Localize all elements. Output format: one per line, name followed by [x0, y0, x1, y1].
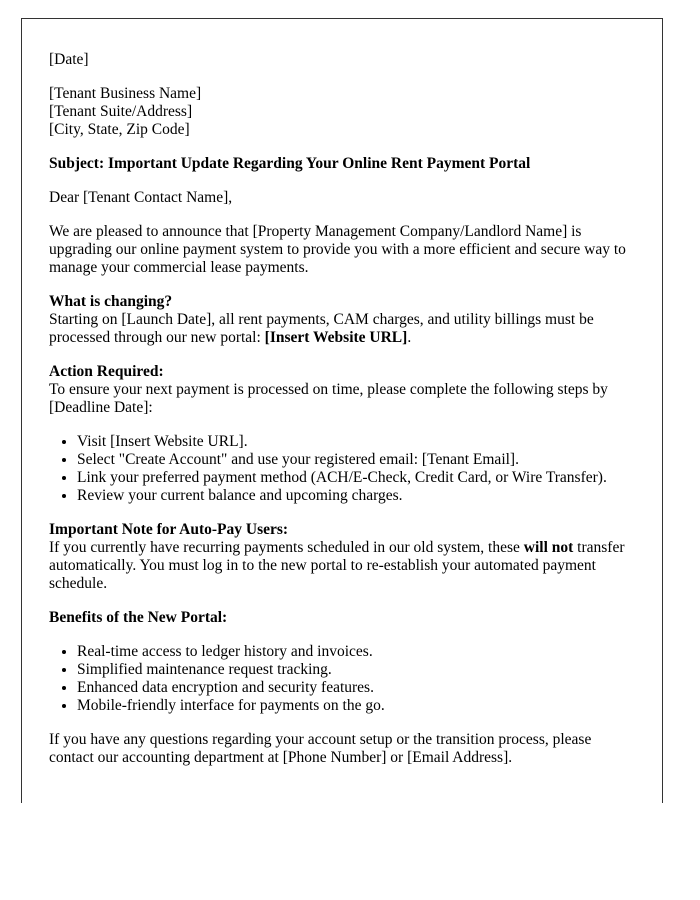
recipient-address	[49, 85, 635, 139]
closing-paragraph: If you have any questions regarding your account setup or the transition process, please contact our accounting department at [Phone Number] or [Email Address].	[49, 731, 592, 766]
date-line: [Date]	[49, 51, 89, 68]
auto-pay-note-heading: Important Note for Auto-Pay Users:	[49, 521, 289, 538]
what-is-changing-body-end: .	[407, 329, 412, 346]
what-is-changing-body: Starting on [Launch Date], all rent payments, CAM charges, and utility billings must be processed through our new portal:	[49, 311, 594, 346]
letter-document	[21, 18, 663, 803]
will-not-bold: will not	[523, 539, 574, 556]
action-step-item: • Review your current balance and upcoming charges.	[77, 487, 635, 505]
action-required-body: To ensure your next payment is processed on time, please complete the following steps by [Deadline Date]:	[49, 381, 608, 416]
recipient-line: [Tenant Business Name]	[49, 85, 202, 102]
action-steps-list	[49, 433, 635, 505]
recipient-line: [Tenant Suite/Address]	[49, 103, 193, 120]
benefit-item: • Simplified maintenance request tracking.	[77, 661, 635, 679]
portal-url-bold: [Insert Website URL]	[264, 329, 408, 346]
action-step-item: • Link your preferred payment method (ACH/E-Check, Credit Card, or Wire Transfer).	[77, 469, 635, 487]
benefit-item: • Real-time access to ledger history and invoices.	[77, 643, 635, 661]
what-is-changing-heading: What is changing?	[49, 293, 173, 310]
recipient-line: [City, State, Zip Code]	[49, 121, 190, 138]
action-step-item: • Select "Create Account" and use your registered email: [Tenant Email].	[77, 451, 635, 469]
benefits-list	[49, 643, 635, 715]
benefit-item: • Enhanced data encryption and security features.	[77, 679, 635, 697]
salutation: Dear [Tenant Contact Name],	[49, 189, 233, 206]
section-action-required	[49, 363, 635, 417]
action-step-item: • Visit [Insert Website URL].	[77, 433, 635, 451]
intro-paragraph: We are pleased to announce that [Property Management Company/Landlord Name] is upgrading our online payment system to provide you with a more efficient and secure way to manage your commercial lease payments.	[49, 223, 626, 276]
auto-pay-note-body: If you currently have recurring payments scheduled in our old system, these	[49, 539, 524, 556]
action-required-heading: Action Required:	[49, 363, 164, 380]
auto-pay-note-body-end: transfer automatically. You must log in to the new portal to re-establish your automated payment schedule.	[49, 539, 625, 592]
benefits-heading: Benefits of the New Portal:	[49, 609, 228, 626]
section-auto-pay-note	[49, 521, 635, 593]
section-what-is-changing	[49, 293, 635, 347]
subject-line: Subject: Important Update Regarding Your Online Rent Payment Portal	[49, 155, 531, 172]
benefit-item: • Mobile-friendly interface for payments on the go.	[77, 697, 635, 715]
section-benefits	[49, 609, 635, 627]
